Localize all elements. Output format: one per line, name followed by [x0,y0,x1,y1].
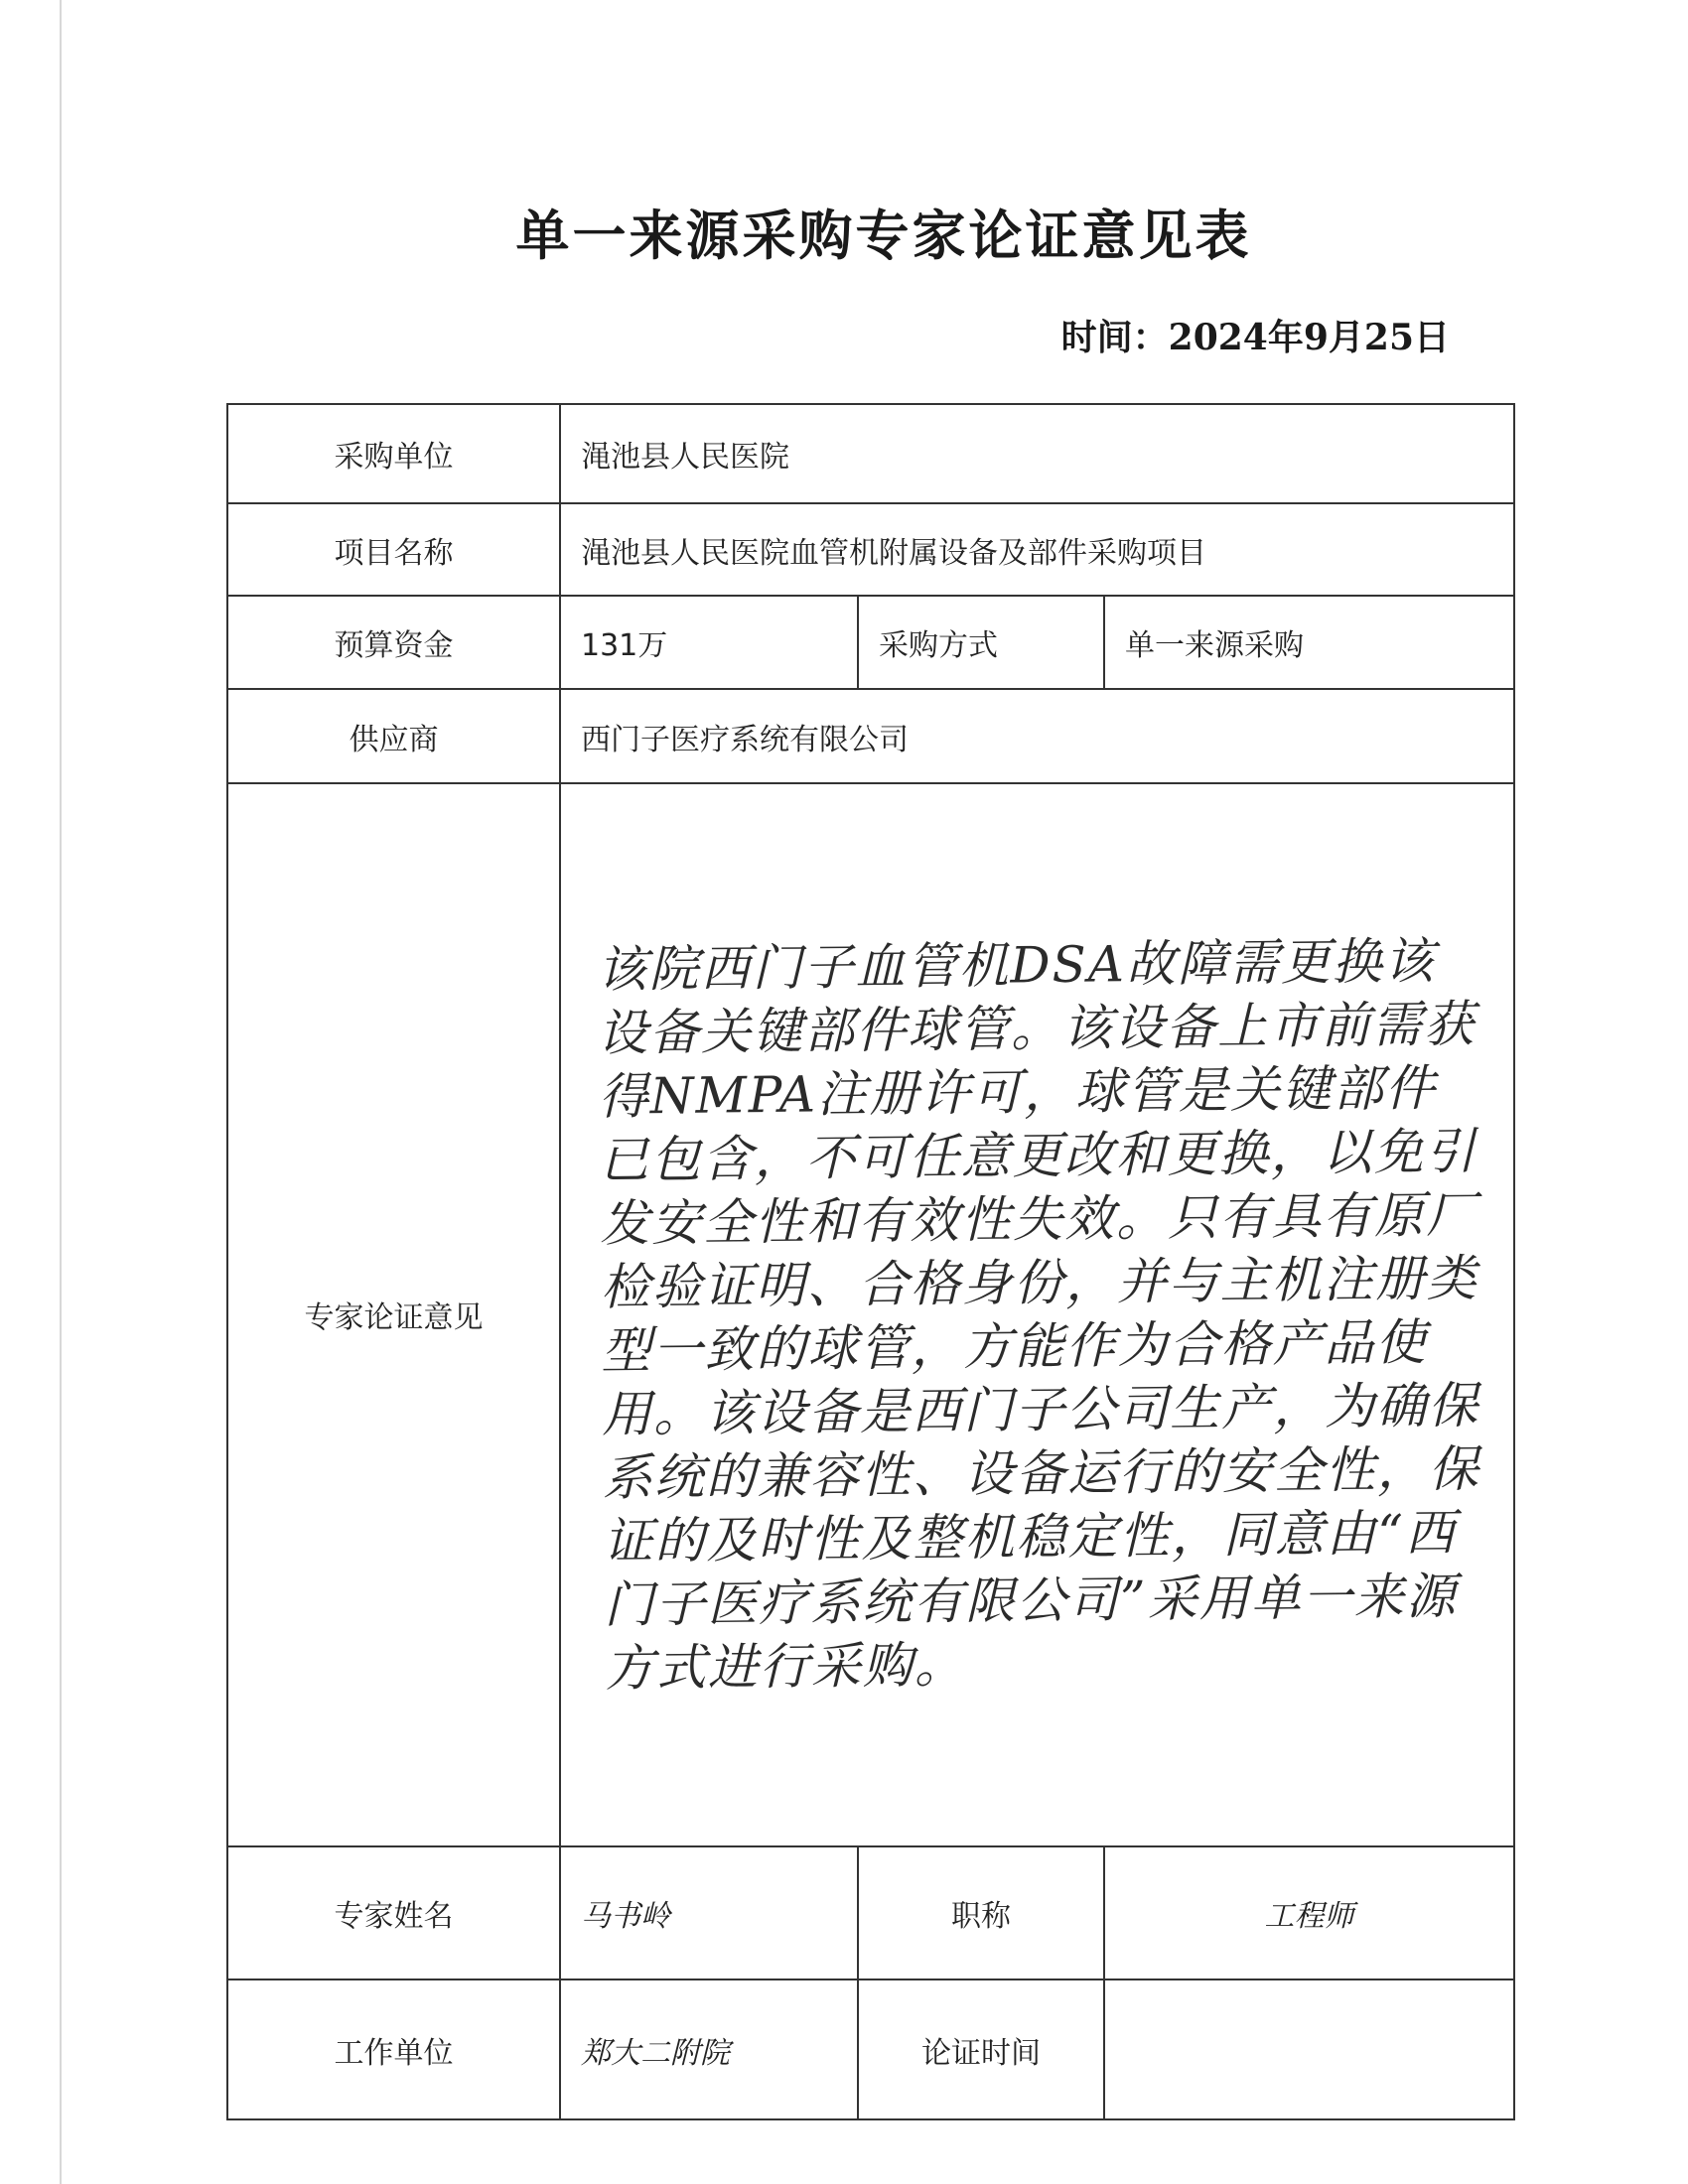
row-budget [227,596,1514,689]
expert-name-signature: 马书岭 [560,1846,858,1980]
expert-name-label: 专家姓名 [227,1846,560,1980]
document-title: 单一来源采购专家论证意见表 [515,205,1252,267]
method-label: 采购方式 [858,596,1104,689]
workplace-handwritten: 郑大二附院 [560,1979,858,2119]
opinion-form-table [226,403,1515,2120]
scan-edge [60,0,62,2184]
row-expert [227,1846,1514,1980]
supplier-value: 西门子医疗系统有限公司 [560,689,1514,782]
opinion-handwritten-text: 该院西门子血管机DSA故障需更换该设备关键部件球管。该设备上市前需获得NMPA注册许可，球管是关键部件已包含，不可任意更改和更换，以免引发安全性和有效性失效。只有具有原厂检验证明、合格身份，并与主机注册类型一致的球管，方能作为合格产品使用。该设备是西门子公司生产，为确保系统的兼容性、设备运行的安全性，保证的及时性及整机稳定性，同意由“西门子医疗系统有限公司”采用单一来源方式进行采购。 [597,932,1481,1698]
project-value: 渑池县人民医院血管机附属设备及部件采购项目 [560,503,1514,595]
job-title-handwritten: 工程师 [1104,1846,1514,1980]
supplier-label: 供应商 [227,689,560,782]
opinion-cell [560,783,1514,1846]
workplace-label: 工作单位 [227,1979,560,2119]
budget-value: 131万 [560,596,858,689]
review-time-label: 论证时间 [858,1979,1104,2119]
row-project [227,503,1514,595]
review-time-value [1104,1979,1514,2119]
row-supplier [227,689,1514,782]
budget-label: 预算资金 [227,596,560,689]
row-purchaser [227,404,1514,503]
opinion-label: 专家论证意见 [227,783,560,1846]
document-date: 时间：2024年9月25日 [1060,317,1450,358]
row-opinion [227,783,1514,1846]
purchaser-value: 渑池县人民医院 [560,404,1514,503]
purchaser-label: 采购单位 [227,404,560,503]
project-label: 项目名称 [227,503,560,595]
method-value: 单一来源采购 [1104,596,1514,689]
row-workplace [227,1979,1514,2119]
job-title-label: 职称 [858,1846,1104,1980]
